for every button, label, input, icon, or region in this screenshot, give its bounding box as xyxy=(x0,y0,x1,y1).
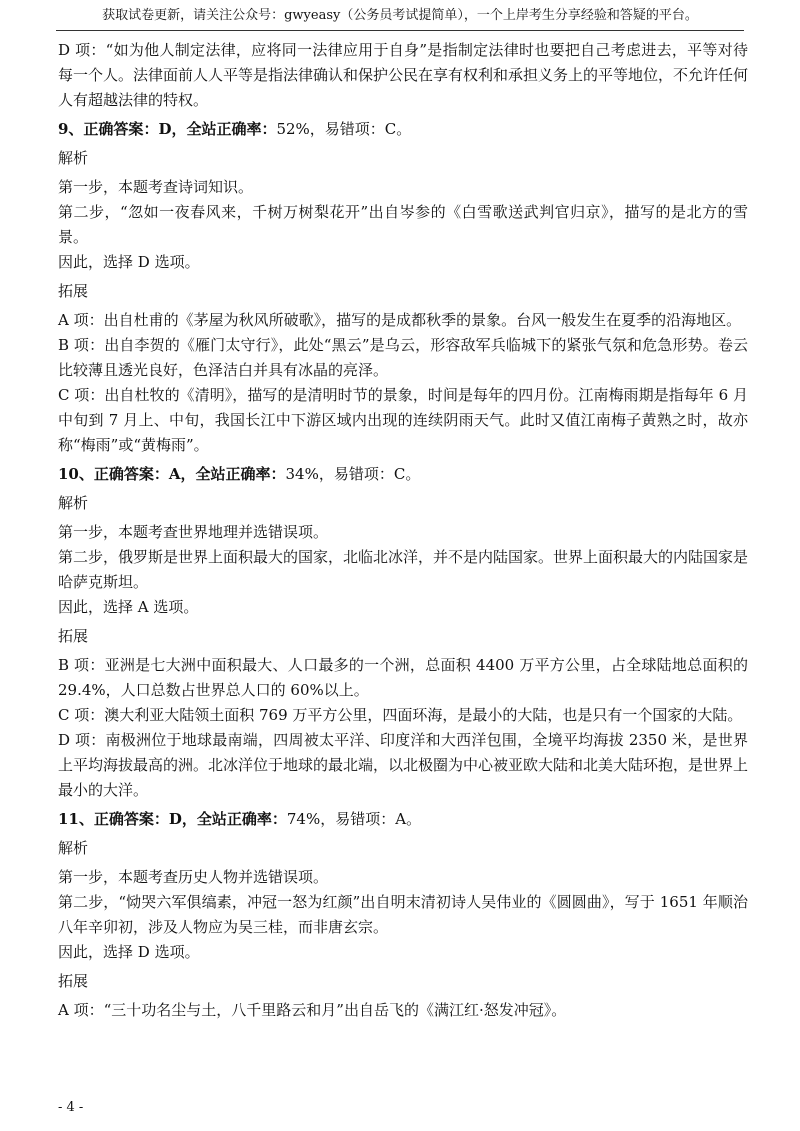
q9-answer-stats: 52%，易错项：C。 xyxy=(276,120,412,138)
q9-step1: 第一步，本题考查诗词知识。 xyxy=(58,178,254,196)
header-divider xyxy=(56,30,744,31)
q10-step2: 第二步，俄罗斯是世界上面积最大的国家，北临北冰洋，并不是内陆国家。世界上面积最大的内陆国家是哈萨克斯坦。 xyxy=(58,548,749,591)
q11-extend-label: 拓展 xyxy=(58,972,89,990)
q11-answer-label: 11、正确答案：D，全站正确率： xyxy=(58,810,287,828)
q10-option-c: C 项：澳大利亚大陆领土面积 769 万平方公里，四面环海，是最小的大陆，也是只有一个国家的大陆。 xyxy=(58,706,743,724)
q10-extend-label: 拓展 xyxy=(58,627,89,645)
q9-conclusion: 因此，选择 D 选项。 xyxy=(58,253,200,271)
q9-option-a: A 项：出自杜甫的《茅屋为秋风所破歌》，描写的是成都秋季的景象。台风一般发生在夏季的沿海地区。 xyxy=(58,311,742,329)
q11-step1: 第一步，本题考查历史人物并选错误项。 xyxy=(58,868,329,886)
q9-answer-label: 9、正确答案：D，全站正确率： xyxy=(58,120,277,138)
q11-conclusion: 因此，选择 D 选项。 xyxy=(58,943,200,961)
q11-analysis-label: 解析 xyxy=(58,839,89,857)
q9-step2: 第二步，“忽如一夜春风来，千树万树梨花开”出自岑参的《白雪歌送武判官归京》，描写的是北方的雪景。 xyxy=(58,203,748,246)
q10-option-d: D 项：南极洲位于地球最南端，四周被太平洋、印度洋和大西洋包围，全境平均海拔 2350 米，是世界上平均海拔最高的洲。北冰洋位于地球的最北端，以北极圈为中心被亚欧大陆和北美大陆环抱，是世界上最小的大洋。 xyxy=(58,731,749,799)
q9-extend-label: 拓展 xyxy=(58,282,89,300)
q11-step2: 第二步，“恸哭六军俱缟素，冲冠一怒为红颜”出自明末清初诗人吴伟业的《圆圆曲》，写于 1651 年顺治八年辛卯初，涉及人物应为吴三桂，而非唐玄宗。 xyxy=(58,893,748,936)
q10-step1: 第一步，本题考查世界地理并选错误项。 xyxy=(58,523,329,541)
page-content xyxy=(58,38,748,1023)
q11-option-a: A 项：“三十功名尘与土，八千里路云和月”出自岳飞的《满江红·怒发冲冠》。 xyxy=(58,1001,567,1019)
q9-answer-heading xyxy=(58,117,748,142)
q11-answer-heading xyxy=(58,807,748,832)
q9-option-c: C 项：出自杜牧的《清明》，描写的是清明时节的景象，时间是每年的四月份。江南梅雨期是指每年 6 月中旬到 7 月上、中旬，我国长江中下游区域内出现的连续阴雨天气。此时又值江南梅子黄熟之时，故亦称“梅雨”或“黄梅雨”。 xyxy=(58,386,748,454)
page-number: - 4 - xyxy=(58,1100,84,1115)
q10-option-b: B 项：亚洲是七大洲中面积最大、人口最多的一个洲，总面积 4400 万平方公里，占全球陆地总面积的 29.4%，人口总数占世界总人口的 60%以上。 xyxy=(58,656,748,699)
q10-answer-stats: 34%，易错项：C。 xyxy=(285,465,421,483)
q8-option-d: D 项：“如为他人制定法律，应将同一法律应用于自身”是指制定法律时也要把自己考虑进去，平等对待每一个人。法律面前人人平等是指法律确认和保护公民在享有权利和承担义务上的平等地位，不允许任何人有超越法律的特权。 xyxy=(58,41,749,109)
q10-conclusion: 因此，选择 A 选项。 xyxy=(58,598,199,616)
q9-option-b: B 项：出自李贺的《雁门太守行》，此处“黑云”是乌云，形容敌军兵临城下的紧张气氛和危急形势。卷云比较薄且透光良好，色泽洁白并具有冰晶的亮泽。 xyxy=(58,336,748,379)
q10-analysis-label: 解析 xyxy=(58,494,89,512)
q9-analysis-label: 解析 xyxy=(58,149,89,167)
page-header: 获取试卷更新，请关注公众号：gwyeasy（公务员考试提简单），一个上岸考生分享经验和答疑的平台。 xyxy=(102,8,698,23)
q11-answer-stats: 74%，易错项：A。 xyxy=(286,810,422,828)
q10-answer-heading xyxy=(58,462,748,487)
q10-answer-label: 10、正确答案：A，全站正确率： xyxy=(58,465,286,483)
